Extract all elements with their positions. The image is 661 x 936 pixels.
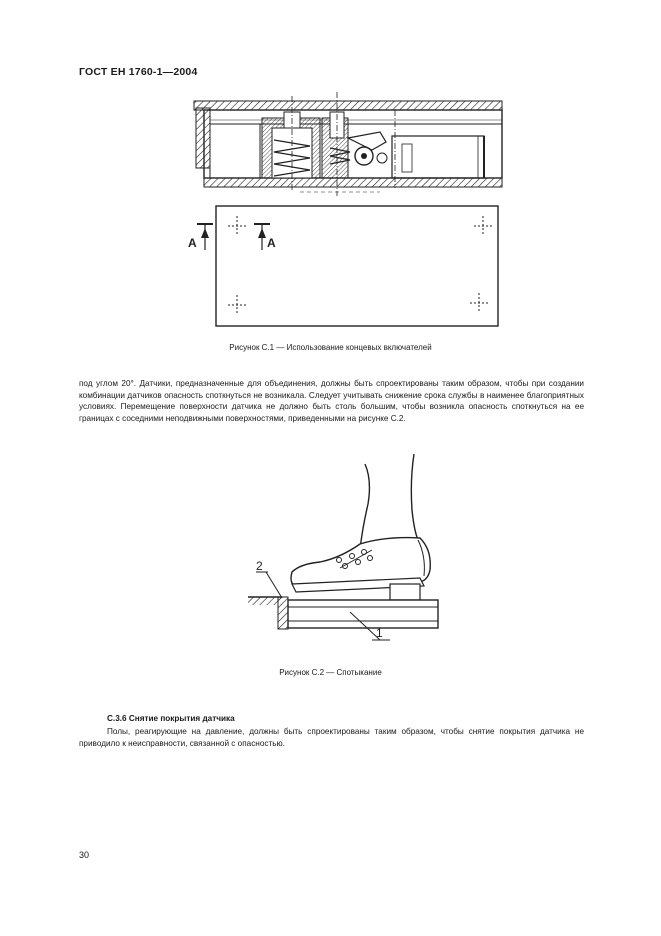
section-paragraph: Полы, реагирующие на давление, должны быть спроектированы таким образом, чтобы снятие покрытия датчика не приводило к неисправности, связанной с опасностью. [79,727,584,748]
label-2: 2 [256,559,263,573]
body-paragraph: под углом 20°. Датчики, предназначенные для объединения, должны быть спроектированы таким образом, чтобы при создании комбинации датчиков опасность споткнуться не возникала. Следует учитывать снижение срока службы в наименее благоприятных условиях. Перемещение поверхности датчика не должно быть столь большим, чтобы возникла опасность споткнуться на ее границах с соседними неподвижными поверхностями, приведенными на рисунке С.2. [79,379,584,423]
section-heading: С.3.6 Снятие покрытия датчика [107,714,235,723]
figure-c1-caption: Рисунок С.1 — Использование концевых включателей [229,343,432,352]
page-number: 30 [79,850,90,860]
foot-illustration [291,454,430,600]
section-label-right: A [267,236,276,250]
figure-c2-caption: Рисунок С.2 — Спотыкание [279,668,382,677]
document-header: ГОСТ ЕН 1760-1—2004 [79,66,198,78]
section-marker-left [188,224,213,250]
figure-c1-drawing [0,0,661,340]
sensor-cross-section [194,92,502,196]
label-1: 1 [376,626,383,640]
section-label-left: A [188,236,197,250]
section-marker-right [254,224,276,250]
figure-c2-drawing [0,440,661,665]
